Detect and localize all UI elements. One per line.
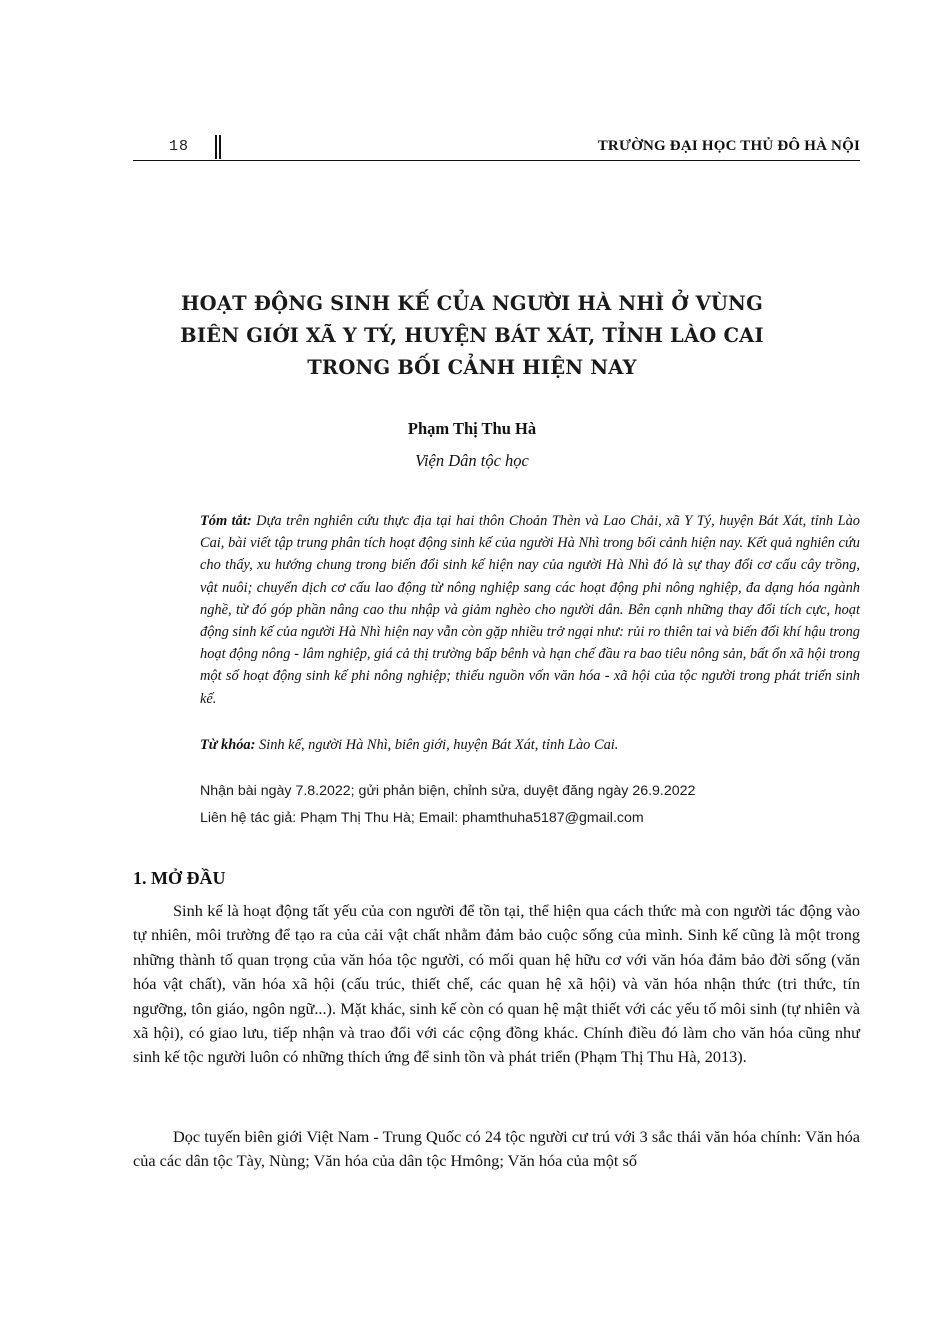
header-rule: [133, 160, 860, 161]
author-name: Phạm Thị Thu Hà: [407, 419, 537, 438]
body-paragraph: Sinh kế là hoạt động tất yếu của con người để tồn tại, thể hiện qua cách thức mà con người tác động vào tự nhiên, môi trường để tạo ra của cải vật chất nhằm đảm bảo cuộc sống của mình. Sinh kế cũng là một trong những thành tố quan trọng của văn hóa tộc người, có mối quan hệ hữu cơ với văn hóa đảm bảo đời sống (văn hóa vật chất), văn hóa xã hội (cấu trúc, thiết chế, các quan hệ xã hội) và văn hóa nhận thức (tri thức, tín ngưỡng, tôn giáo, ngôn ngữ...). Mặt khác, sinh kế còn có quan hệ mật thiết với các yếu tố môi sinh (tự nhiên và xã hội), có giao lưu, tiếp nhận và trao đổi với các cộng đồng khác. Chính điều đó làm cho văn hóa cũng như sinh kế tộc người luôn có những thích ứng để sinh tồn và phát triển (Phạm Thị Thu Hà, 2013).: [133, 901, 860, 1067]
abstract-text: Dựa trên nghiên cứu thực địa tại hai thôn Choản Thèn và Lao Chải, xã Y Tý, huyện Bát Xát, tỉnh Lào Cai, bài viết tập trung phân tích hoạt động sinh kế của người Hà Nhì trong bối cảnh hiện nay. Kết quả nghiên cứu cho thấy, xu hướng chung trong biến đổi sinh kế hiện nay của người Hà Nhì đó là sự thay đổi cơ cấu cây trồng, vật nuôi; chuyển dịch cơ cấu lao động từ nông nghiệp sang các hoạt động phi nông nghiệp, đa dạng hóa ngành nghề, từ đó góp phần nâng cao thu nhập và giảm nghèo cho người dân. Bên cạnh những thay đổi tích cực, hoạt động sinh kế của người Hà Nhì hiện nay vẫn còn gặp nhiều trở ngại như: rủi ro thiên tai và biến đổi khí hậu trong hoạt động nông - lâm nghiệp, giá cả thị trường bấp bênh và hạn chế đầu ra bao tiêu nông sản, bất ổn xã hội trong một số hoạt động sinh kế phi nông nghiệp; thiếu nguồn vốn văn hóa - xã hội của tộc người trong phát triển sinh kế.: [200, 513, 860, 707]
keywords-label: Từ khóa:: [200, 737, 256, 753]
title-line-1: HOẠT ĐỘNG SINH KẾ CỦA NGƯỜI HÀ NHÌ Ở VÙNG: [181, 292, 763, 315]
abstract-label: Tóm tắt:: [200, 513, 252, 529]
section-heading: 1. MỞ ĐẦU: [133, 868, 226, 888]
body-paragraph: Dọc tuyến biên giới Việt Nam - Trung Quốc có 24 tộc người cư trú với 3 sắc thái văn hóa chính: Văn hóa của các dân tộc Tày, Nùng; Văn hóa của dân tộc Hmông; Văn hóa của một số: [133, 1127, 860, 1171]
title-line-2: BIÊN GIỚI XÃ Y TÝ, HUYỆN BÁT XÁT, TỈNH LÀO CAI: [180, 324, 764, 347]
article-title: [72, 288, 872, 384]
keywords: [200, 734, 860, 756]
header-divider-bars: [215, 135, 221, 159]
page-number: 18: [169, 138, 190, 155]
author-contact: Liên hệ tác giả: Phạm Thị Thu Hà; Email: phamthuha5187@gmail.com: [200, 810, 644, 826]
author-block: [72, 417, 872, 473]
author-affiliation: Viện Dân tộc học: [415, 451, 529, 470]
title-line-3: TRONG BỐI CẢNH HIỆN NAY: [307, 356, 637, 379]
keywords-text: Sinh kế, người Hà Nhì, biên giới, huyện Bát Xát, tỉnh Lào Cai.: [255, 737, 619, 753]
journal-name: TRƯỜNG ĐẠI HỌC THỦ ĐÔ HÀ NỘI: [597, 138, 860, 154]
abstract: [200, 510, 860, 710]
received-date: Nhận bài ngày 7.8.2022; gửi phản biện, chỉnh sửa, duyệt đăng ngày 26.9.2022: [200, 783, 696, 799]
running-header: [133, 135, 860, 161]
